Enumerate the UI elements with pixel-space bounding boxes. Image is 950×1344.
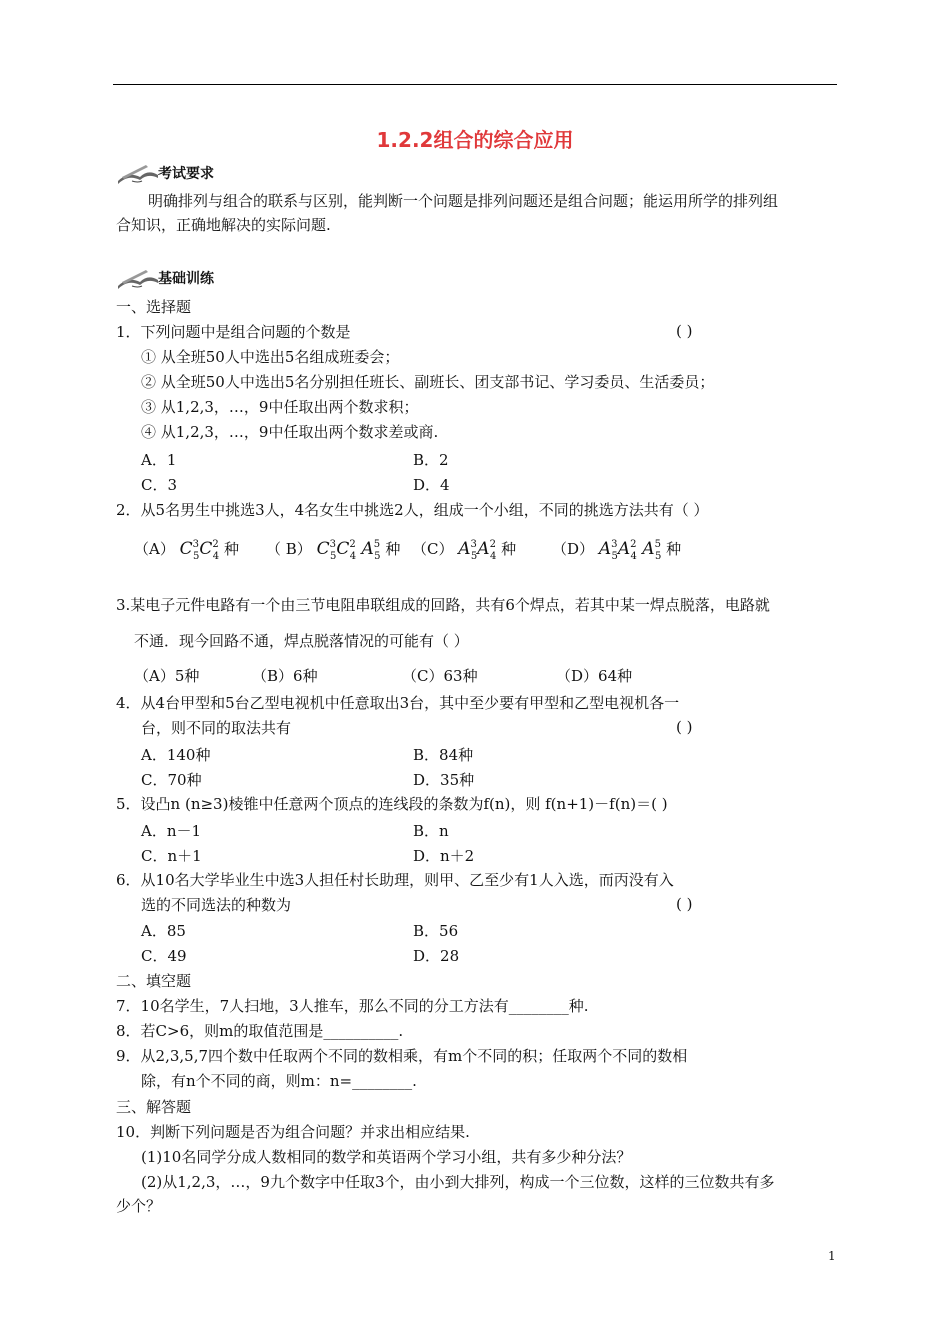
q10-sub2: (2)从1,2,3，…，9九个数字中任取3个，由小到大排列，构成一个三位数，这样的三位数共有多 (141, 1173, 775, 1191)
q1-item: ④ 从1,2,3，…，9中任取出两个数求差或商. (141, 423, 439, 441)
q4-answer-paren: ( ) (676, 718, 693, 736)
q5-stem: 5．设凸n (n≥3)棱锥中任意两个顶点的连线段的条数为f(n)，则 f(n+1)－f(n)＝( ) (116, 795, 668, 813)
q3-option-a: （A）5种 (134, 667, 200, 685)
q10-stem: 10．判断下列问题是否为组合问题？并求出相应结果. (116, 1123, 470, 1141)
q10-sub1: (1)10名同学分成人数相同的数学和英语两个学习小组，共有多少种分法？ (141, 1148, 632, 1166)
q6-line2: 选的不同选法的种数为 (141, 896, 292, 914)
q2-option-a-unit: 种 (223, 540, 239, 558)
q4-option-c: C．70种 (141, 771, 202, 789)
q9-line1: 9．从2,3,5,7四个数中任取两个不同的数相乘，有m个不同的积；任取两个不同的数相 (116, 1047, 688, 1065)
q2-option-c-formula: $A^3_5A^2_4$ (458, 539, 497, 562)
q2-option-d-formula: $A^3_5A^2_4$ $A^5_5$ (598, 539, 662, 562)
q2-option-c-label: （C） (412, 540, 454, 558)
q2-option-b-formula: $C^3_5C^2_4$ $A^5_5$ (316, 539, 381, 562)
q2-option-b-unit: 种 (385, 540, 401, 558)
section-exam-heading: 考试要求 (158, 166, 214, 182)
q2-option-c (412, 538, 516, 562)
q1-answer-paren: ( ) (676, 322, 693, 340)
q8-text: 8．若C>6，则m的取值范围是__________. (116, 1022, 404, 1040)
q2-option-c-unit: 种 (501, 540, 517, 558)
q2-option-b (266, 538, 400, 562)
q9-line2: 除，有n个不同的商，则m：n=________. (141, 1072, 417, 1090)
q2-option-a-label: （A） (134, 540, 175, 558)
q1-item: ③ 从1,2,3，…，9中任取出两个数求积； (141, 398, 419, 416)
q5-option-c: C．n＋1 (141, 847, 202, 865)
q5-option-d: D．n＋2 (413, 847, 475, 865)
q3-option-d: （D）64种 (556, 667, 633, 685)
q2-option-a-formula: $C^3_5C^2_4$ (179, 539, 220, 562)
q10-sub2-continued: 少个？ (116, 1197, 162, 1215)
q1-option-a: A．1 (141, 451, 177, 469)
q6-answer-paren: ( ) (676, 895, 693, 913)
q3-line2: 不通．现今回路不通，焊点脱落情况的可能有（ ） (134, 632, 469, 650)
q2-option-a (134, 538, 239, 562)
page-title: 1.2.2组合的综合应用 (376, 128, 574, 152)
q7-text: 7．10名学生，7人扫地，3人推车，那么不同的分工方法有________种. (116, 997, 589, 1015)
q5-option-b: B．n (413, 822, 449, 840)
exam-text-line2: 合知识，正确地解决的实际问题. (116, 216, 331, 234)
part-choice-heading: 一、选择题 (116, 298, 192, 316)
q6-option-d: D．28 (413, 947, 460, 965)
q1-item: ① 从全班50人中选出5名组成班委会； (141, 348, 400, 366)
book-pen-icon (116, 163, 160, 185)
part-fill-heading: 二、填空题 (116, 972, 192, 990)
q2-option-d (552, 538, 681, 562)
section-basic-heading: 基础训练 (158, 271, 214, 287)
q4-option-b: B．84种 (413, 746, 474, 764)
q5-option-a: A．n－1 (141, 822, 202, 840)
q4-line1: 4．从4台甲型和5台乙型电视机中任意取出3台，其中至少要有甲型和乙型电视机各一 (116, 694, 680, 712)
header-rule (113, 84, 837, 85)
q2-stem: 2．从5名男生中挑选3人，4名女生中挑选2人，组成一个小组，不同的挑选方法共有（ ） (116, 501, 709, 519)
q3-option-c: （C）63种 (402, 667, 478, 685)
exam-text-line1: 明确排列与组合的联系与区别，能判断一个问题是排列问题还是组合问题；能运用所学的排列组 (148, 192, 779, 210)
q6-option-b: B．56 (413, 922, 459, 940)
q1-item: ② 从全班50人中选出5名分别担任班长、副班长、团支部书记、学习委员、生活委员； (141, 373, 715, 391)
q2-option-d-unit: 种 (666, 540, 682, 558)
q1-option-d: D．4 (413, 476, 450, 494)
q6-option-c: C．49 (141, 947, 187, 965)
q4-line2: 台，则不同的取法共有 (141, 719, 292, 737)
q6-option-a: A．85 (141, 922, 186, 940)
q1-stem: 1．下列问题中是组合问题的个数是 (116, 323, 351, 341)
q3-option-b: （B）6种 (252, 667, 318, 685)
q1-option-c: C．3 (141, 476, 178, 494)
q2-option-d-label: （D） (552, 540, 595, 558)
q4-option-a: A．140种 (141, 746, 211, 764)
q4-option-d: D．35种 (413, 771, 475, 789)
q1-option-b: B．2 (413, 451, 449, 469)
q6-line1: 6．从10名大学毕业生中选3人担任村长助理，则甲、乙至少有1人入选，而丙没有入 (116, 871, 674, 889)
q3-line1: 3.某电子元件电路有一个由三节电阻串联组成的回路，共有6个焊点，若其中某一焊点脱落，电路就 (116, 596, 770, 614)
page-number: 1 (828, 1249, 836, 1263)
book-pen-icon (116, 268, 160, 290)
q2-option-b-label: （ B） (266, 540, 312, 558)
part-solve-heading: 三、解答题 (116, 1098, 192, 1116)
